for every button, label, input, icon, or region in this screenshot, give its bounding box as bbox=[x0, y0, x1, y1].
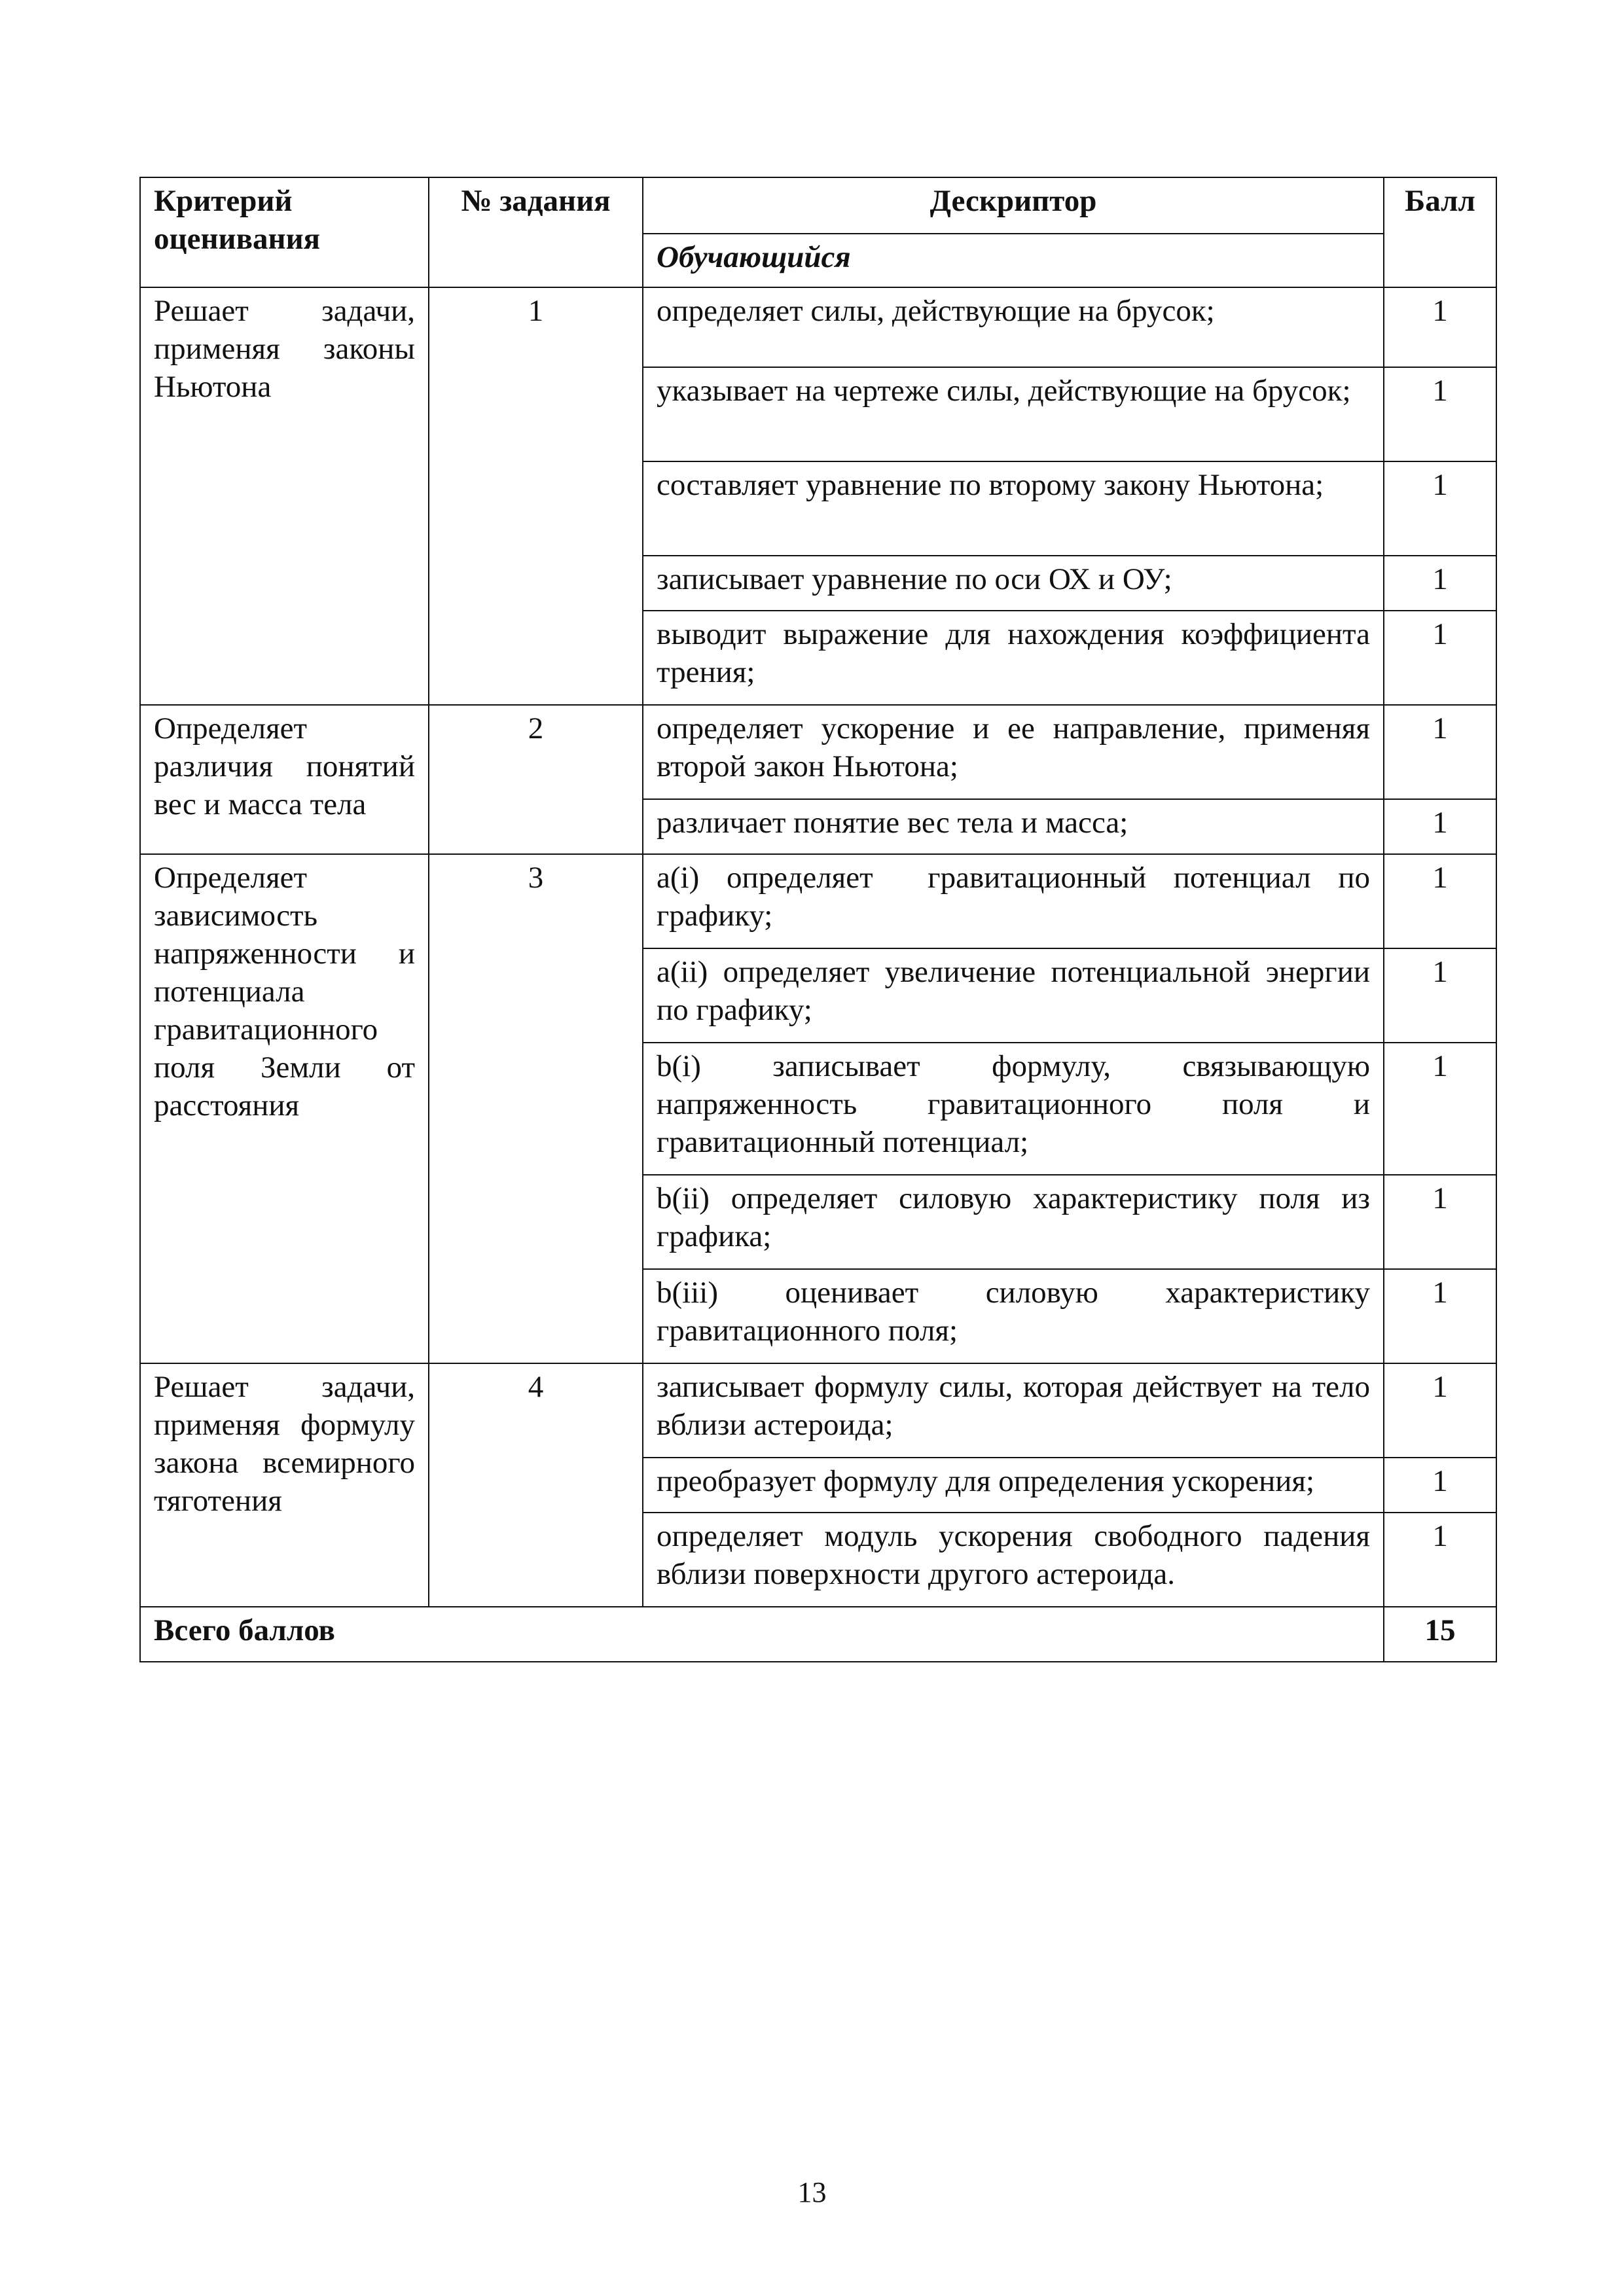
criterion-cell: Определяет зависимость напряженности и потенциала гравитационного поля Земли от расстояния bbox=[140, 854, 429, 1363]
score-cell: 1 bbox=[1384, 611, 1496, 705]
header-descriptor: Дескриптор bbox=[643, 177, 1384, 234]
descriptor-cell: b(i) записывает формулу, связывающую напряженность гравитационного поля и гравитационный потенциал; bbox=[643, 1043, 1384, 1175]
score-cell: 1 bbox=[1384, 1269, 1496, 1363]
descriptor-cell: a(ii) определяет увеличение потенциальной энергии по графику; bbox=[643, 948, 1384, 1043]
score-cell: 1 bbox=[1384, 854, 1496, 948]
task-number-cell: 2 bbox=[429, 705, 643, 854]
score-cell: 1 bbox=[1384, 705, 1496, 799]
descriptor-cell: различает понятие вес тела и масса; bbox=[643, 799, 1384, 854]
descriptor-cell: b(ii) определяет силовую характеристику поля из графика; bbox=[643, 1175, 1384, 1269]
descriptor-cell: записывает уравнение по оси ОХ и ОУ; bbox=[643, 556, 1384, 611]
task-number-cell: 3 bbox=[429, 854, 643, 1363]
descriptor-cell: определяет модуль ускорения свободного падения вблизи поверхности другого астероида. bbox=[643, 1513, 1384, 1607]
descriptor-cell: преобразует формулу для определения ускорения; bbox=[643, 1458, 1384, 1513]
descriptor-cell: b(iii) оценивает силовую характеристику гравитационного поля; bbox=[643, 1269, 1384, 1363]
descriptor-cell: a(i) определяет гравитационный потенциал по графику; bbox=[643, 854, 1384, 948]
criterion-cell: Решает задачи, применяя законы Ньютона bbox=[140, 287, 429, 705]
score-cell: 1 bbox=[1384, 287, 1496, 367]
table-row bbox=[140, 287, 1496, 367]
header-learner: Обучающийся bbox=[643, 234, 1384, 287]
total-label: Всего баллов bbox=[140, 1607, 1384, 1662]
total-row bbox=[140, 1607, 1496, 1662]
table-row bbox=[140, 1363, 1496, 1458]
header-score: Балл bbox=[1384, 177, 1496, 287]
score-cell: 1 bbox=[1384, 1043, 1496, 1175]
score-cell: 1 bbox=[1384, 461, 1496, 556]
table-row bbox=[140, 854, 1496, 948]
header-criterion: Критерий оценивания bbox=[140, 177, 429, 287]
criterion-cell: Определяет различия понятий вес и масса тела bbox=[140, 705, 429, 854]
criterion-cell: Решает задачи, применяя формулу закона всемирного тяготения bbox=[140, 1363, 429, 1607]
table-row bbox=[140, 705, 1496, 799]
descriptor-cell: записывает формулу силы, которая действует на тело вблизи астероида; bbox=[643, 1363, 1384, 1458]
score-cell: 1 bbox=[1384, 948, 1496, 1043]
descriptor-cell: составляет уравнение по второму закону Ньютона; bbox=[643, 461, 1384, 556]
total-score: 15 bbox=[1384, 1607, 1496, 1662]
page-number: 13 bbox=[797, 2176, 827, 2208]
score-cell: 1 bbox=[1384, 556, 1496, 611]
score-cell: 1 bbox=[1384, 1513, 1496, 1607]
table-header-row bbox=[140, 177, 1496, 234]
descriptor-cell: указывает на чертеже силы, действующие на брусок; bbox=[643, 367, 1384, 461]
score-cell: 1 bbox=[1384, 1175, 1496, 1269]
score-cell: 1 bbox=[1384, 1363, 1496, 1458]
header-task-number: № задания bbox=[429, 177, 643, 287]
score-cell: 1 bbox=[1384, 799, 1496, 854]
descriptor-cell: определяет силы, действующие на брусок; bbox=[643, 287, 1384, 367]
descriptor-cell: определяет ускорение и ее направление, применяя второй закон Ньютона; bbox=[643, 705, 1384, 799]
descriptor-cell: выводит выражение для нахождения коэффициента трения; bbox=[643, 611, 1384, 705]
score-cell: 1 bbox=[1384, 367, 1496, 461]
score-cell: 1 bbox=[1384, 1458, 1496, 1513]
assessment-rubric-table bbox=[139, 177, 1497, 1662]
task-number-cell: 1 bbox=[429, 287, 643, 705]
task-number-cell: 4 bbox=[429, 1363, 643, 1607]
